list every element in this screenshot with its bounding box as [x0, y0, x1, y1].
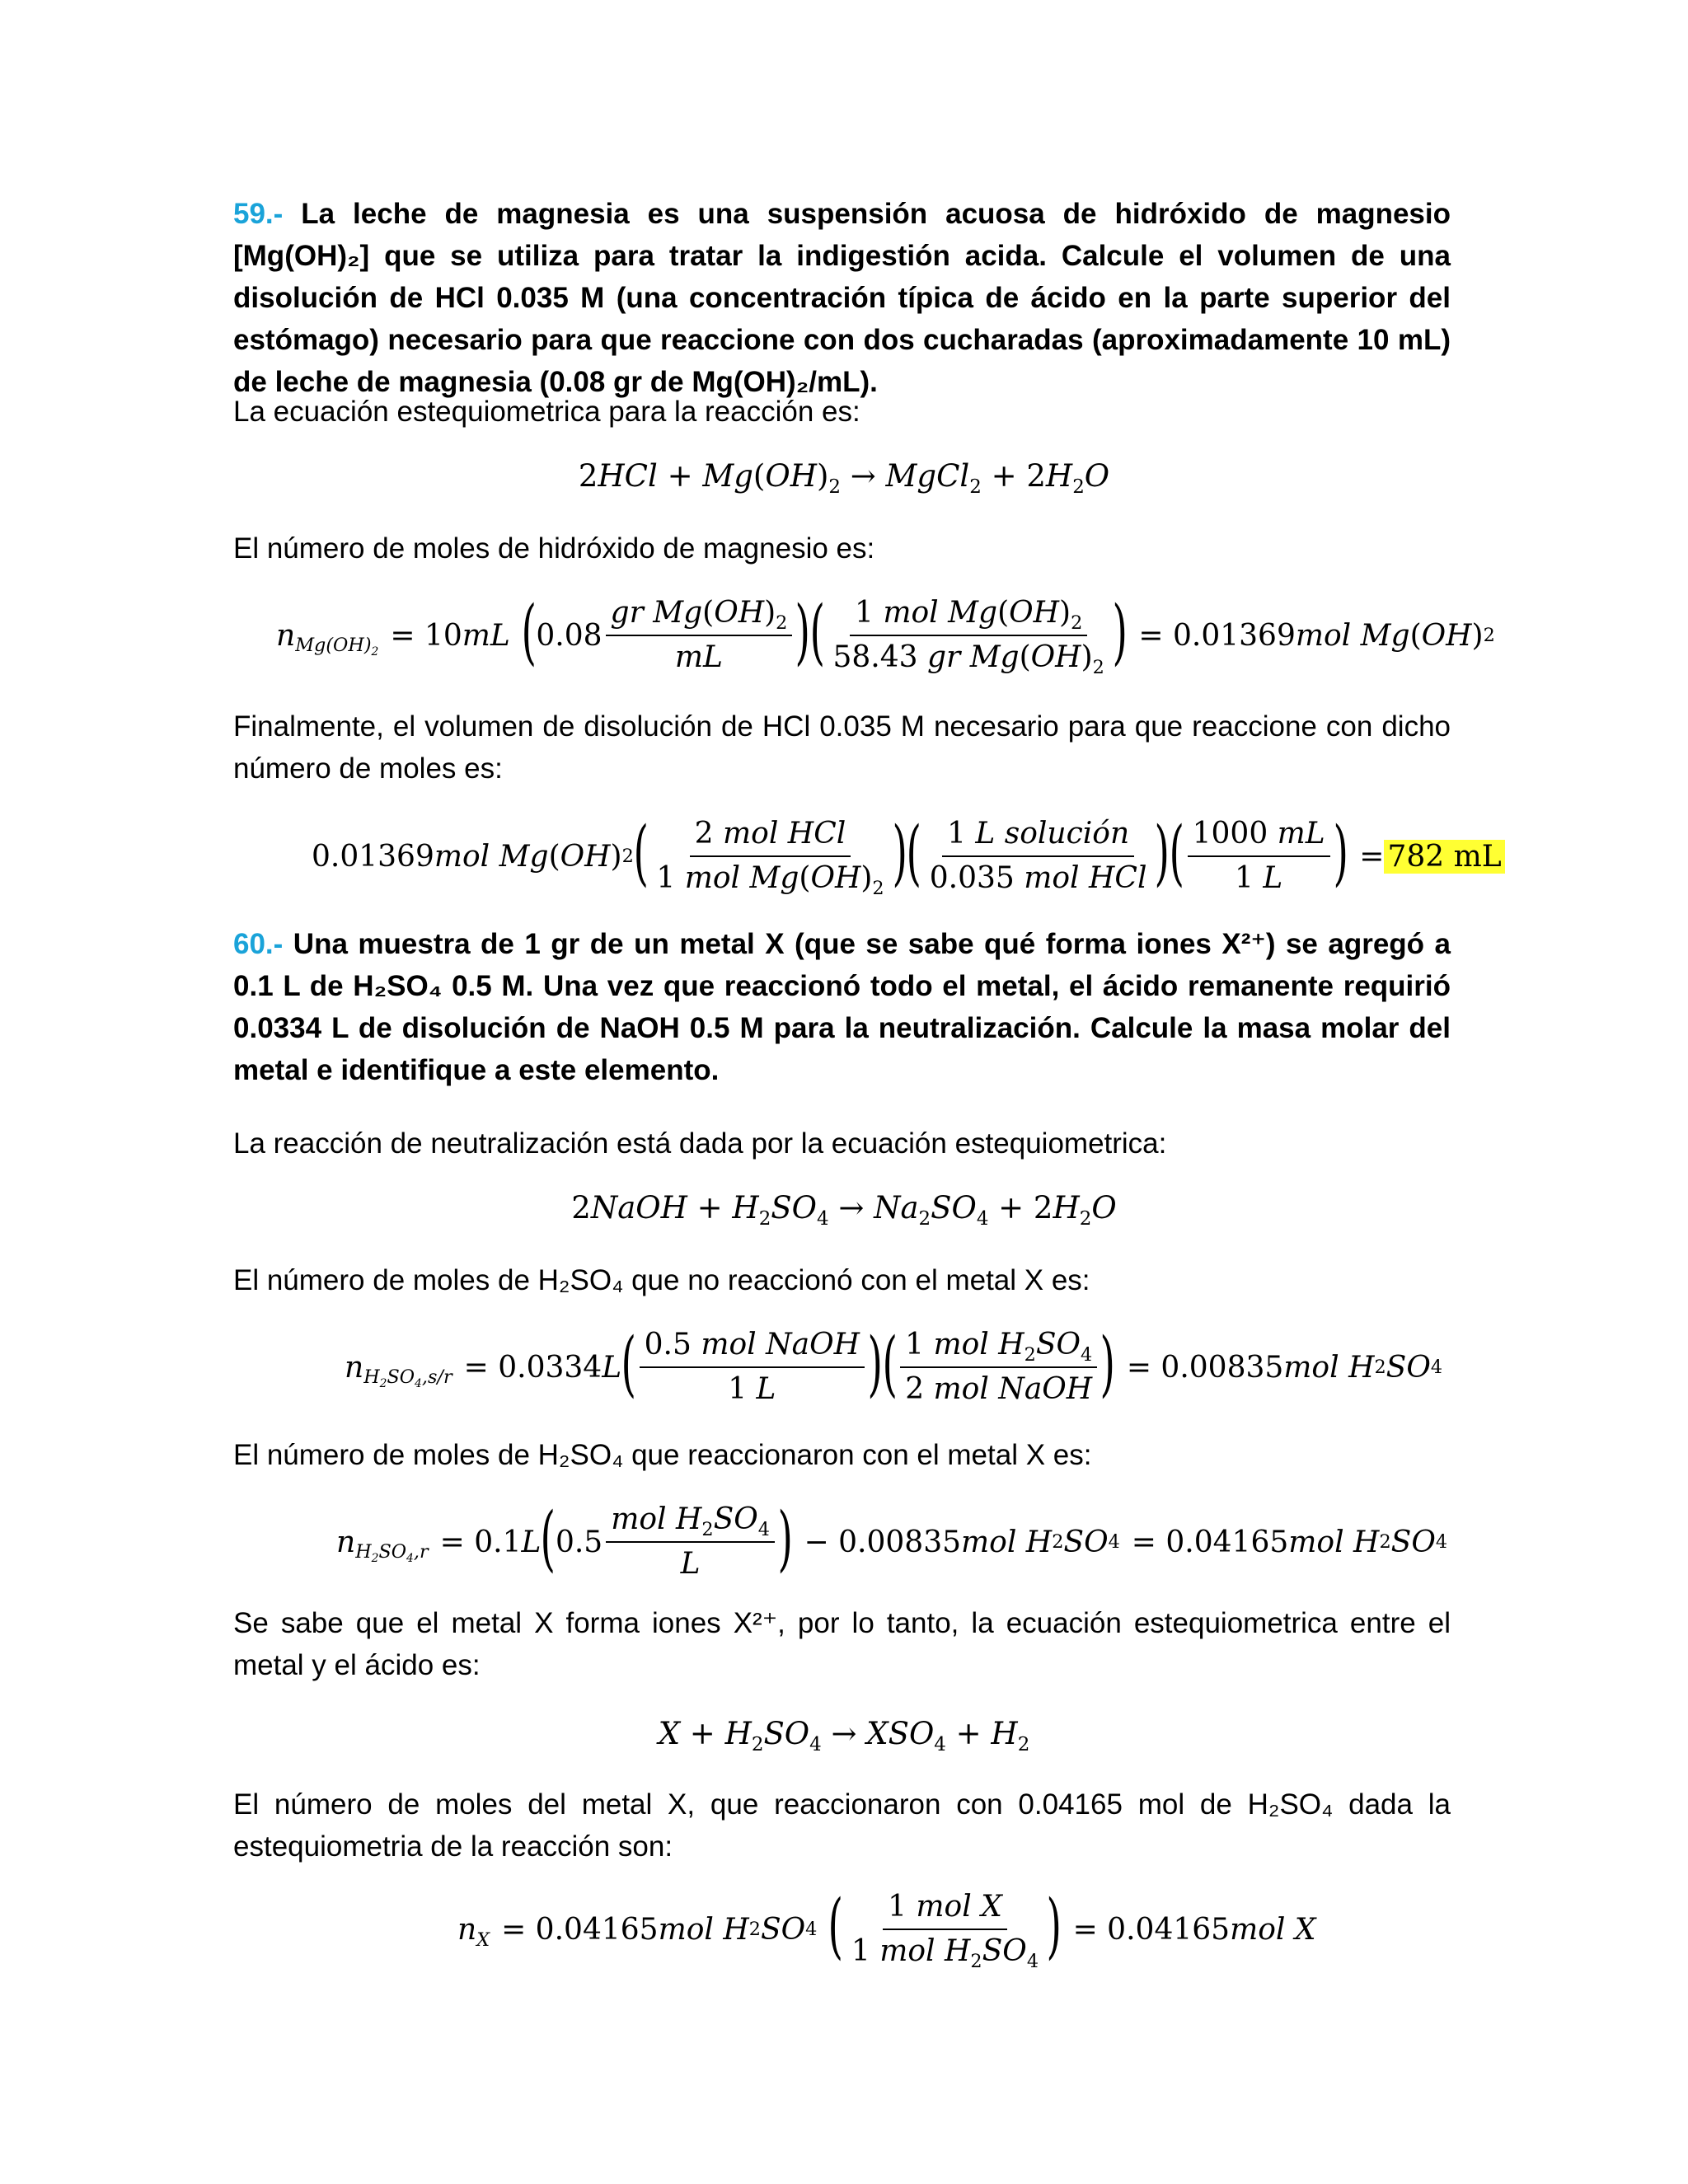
- p60-text-3: El número de moles de H₂SO₄ que reaccionaron con el metal X es:: [233, 1439, 1092, 1471]
- problem-59-statement: [233, 193, 1451, 403]
- problem-60-text: Una muestra de 1 gr de un metal X (que se sabe qué forma iones X²⁺) se agregó a 0.1 L de H₂SO₄ 0.5 M. Una vez que reaccionó todo el metal, el ácido remanente requirió 0.0334 L de disolución de NaOH 0.5 M para la neutralización. Calcule la masa molar del metal e identifique a este elemento.: [233, 928, 1451, 1086]
- p60-text-1: La reacción de neutralización está dada por la ecuación estequiometrica:: [233, 1127, 1167, 1160]
- problem-60-statement: [233, 923, 1451, 1091]
- equation-metal-acid: $X + H_2SO_4 \to XSO_4 + H_2$: [658, 1716, 1030, 1756]
- problem-60-number: 60.-: [233, 928, 284, 960]
- equation-hcl-mgoh2: $2HCl + Mg(OH)_2$ → MgCl$_2$ + $2H_2O$: [578, 458, 1110, 499]
- equation-moles-h2so4-unreacted: $n_{H_2SO_4,s/r}$ = 0.0334 L ( $\frac{\text{0.5 mol NaOH}}{1 L}$ ) ( $\frac{1 mol H_2SO_4}{\text{2 mol NaOH}}$ ) = 0.00835 mol H 2 SO 4: [345, 1323, 1443, 1406]
- p60-text-2: El número de moles de H₂SO₄ que no reaccionó con el metal X es:: [233, 1264, 1090, 1296]
- problem-59-text: La leche de magnesia es una suspensión acuosa de hidróxido de magnesio [Mg(OH)₂] que se utiliza para tratar la indigestión acida. Calcule el volumen de una disolución de HCl 0.035 M (una concentración típica de ácido en la parte superior del estómago) necesario para que reaccione con dos cucharadas (aproximadamente 10 mL) de leche de magnesia (0.08 gr de Mg(OH)₂/mL).: [233, 198, 1451, 398]
- p59-text-3: Finalmente, el volumen de disolución de HCl 0.035 M necesario para que reaccione con dicho número de moles es:: [233, 710, 1451, 785]
- equation-volume-hcl: 0.01369 mol Mg ( OH ) 2 ( $\frac{\text{2 mol HCl}}{1 mol Mg(OH)_2}$ ) ( $\frac{\text{1 L solución}}{\text{0.035 mol HCl}}$ ) ( $\frac{1000 mL}{1 L}$ ) = 782 mL: [312, 816, 1505, 897]
- equation-naoh-h2so4: 2NaOH + $H_2SO_4 \to Na_2SO_4 + 2H_2O$: [571, 1190, 1117, 1230]
- equation-moles-metal: $n_X$ = 0.04165 mol H 2 SO 4 ( $\frac{\text{1 mol X}}{1 mol H_2SO_4}$ ) = 0.04165 mol X: [457, 1885, 1316, 1972]
- highlighted-result: 782 mL: [1384, 840, 1504, 874]
- equation-moles-mgoh2: $n_{Mg(OH)_2}$ = 10 mL ( 0.08 $\frac{gr Mg(OH)_2}{mL}$ ) ( $\frac{1 mol Mg(OH)_2}{58.43 gr Mg(OH)_2}$ ) = 0.01369 mol Mg ( OH ) 2: [276, 591, 1495, 678]
- problem-59-number: 59.-: [233, 198, 284, 230]
- p59-text-2: El número de moles de hidróxido de magnesio es:: [233, 532, 875, 565]
- p60-text-5: El número de moles del metal X, que reaccionaron con 0.04165 mol de H₂SO₄ dada la estequiometria de la reacción son:: [233, 1788, 1451, 1863]
- p60-text-4: Se sabe que el metal X forma iones X²⁺, por lo tanto, la ecuación estequiometrica entre el metal y el ácido es:: [233, 1607, 1451, 1681]
- equation-moles-h2so4-reacted: $n_{H_2SO_4,r}$ = 0.1 L ( 0.5 $\frac{mol H_2SO_4}{L}$ ) − 0.00835 mol H 2 SO 4 = 0.04165 mol H 2 SO 4: [336, 1497, 1448, 1581]
- p59-text-1: La ecuación estequiometrica para la reacción es:: [233, 396, 860, 428]
